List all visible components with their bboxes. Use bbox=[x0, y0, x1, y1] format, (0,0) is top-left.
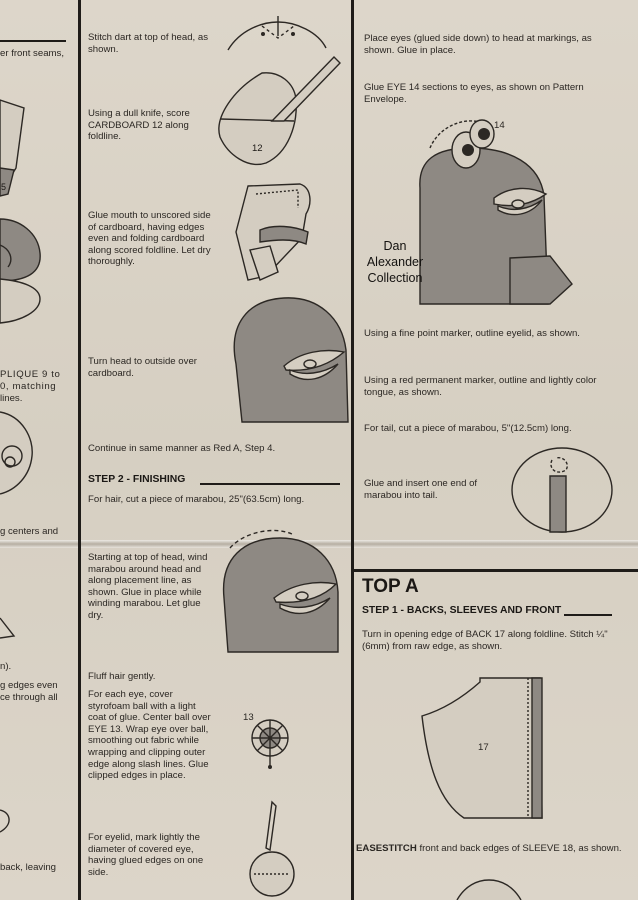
step1-rule bbox=[564, 614, 612, 616]
continue-text: Continue in same manner as Red A, Step 4. bbox=[88, 443, 276, 454]
tail-figure bbox=[508, 446, 618, 538]
left-figure-3 bbox=[0, 410, 40, 500]
red-marker-text: Using a red permanent marker, outline and lightly color tongue, as shown. bbox=[364, 375, 597, 398]
left-figure-2 bbox=[0, 215, 46, 335]
top-a-heading: TOP A bbox=[362, 576, 419, 597]
left-text-3: 0, matching bbox=[0, 381, 57, 392]
step1-heading: STEP 1 - BACKS, SLEEVES AND FRONT bbox=[362, 605, 562, 616]
fluff-text: Fluff hair gently. bbox=[88, 671, 156, 682]
turn-head-text: Turn head to outside over cardboard. bbox=[88, 356, 197, 379]
eye-text: For each eye, cover styrofoam ball with a light coat of glue. Center ball over EYE 13. Wrap eye over ball, smoothing out fabric while wrapping and clipping outer edge along slash lines. Glue clipped edges in place. bbox=[88, 689, 211, 782]
eye-13-label: 13 bbox=[243, 712, 254, 723]
watermark-line-1: Dan Alexander bbox=[366, 239, 424, 269]
column-divider-right bbox=[351, 0, 354, 900]
left-figure-mark: 5 bbox=[1, 182, 7, 192]
left-text-5: g centers and bbox=[0, 526, 59, 537]
easestitch-text bbox=[356, 843, 626, 855]
eye-14-label: 14 bbox=[494, 120, 505, 131]
left-figure-4 bbox=[0, 616, 20, 646]
left-figure-1 bbox=[0, 98, 30, 218]
hair-winding-figure bbox=[214, 528, 344, 658]
step2-rule bbox=[200, 483, 340, 485]
left-text-2: PLIQUE 9 to bbox=[0, 369, 61, 380]
back-17-label: 17 bbox=[478, 742, 489, 753]
dart-figure bbox=[222, 12, 332, 52]
easestitch-rest: front and back edges of SLEEVE 18, as shown. bbox=[416, 843, 622, 854]
glue-tail-text: Glue and insert one end of marabou into tail. bbox=[364, 478, 478, 501]
watermark-line-2: Collection bbox=[367, 271, 423, 285]
mouth-cardboard-figure bbox=[230, 180, 340, 290]
wind-marabou-text: Starting at top of head, wind marabou around head and along placement line, as shown. Glue in place while winding marabou. Let glue dry. bbox=[88, 552, 208, 621]
left-figure-5 bbox=[0, 808, 20, 838]
column-divider-left bbox=[78, 0, 81, 900]
left-text-1: er front seams, bbox=[0, 48, 64, 59]
left-step-rule bbox=[0, 40, 66, 42]
left-text-6: n). bbox=[0, 661, 12, 672]
hair-text: For hair, cut a piece of marabou, 25"(63.5cm) long. bbox=[88, 494, 305, 505]
cardboard-12-label: 12 bbox=[252, 143, 263, 154]
glue-mouth-text: Glue mouth to unscored side of cardboard, having edges even and folding cardboard along scored foldline. Let dry thoroughly. bbox=[88, 210, 211, 268]
turn-opening-text: Turn in opening edge of BACK 17 along foldline. Stitch ¼"(6mm) from raw edge, as shown. bbox=[362, 629, 608, 652]
step2-heading: STEP 2 - FINISHING bbox=[88, 474, 186, 485]
left-text-4: lines. bbox=[0, 393, 23, 404]
turned-head-figure bbox=[214, 294, 354, 429]
tail-text: For tail, cut a piece of marabou, 5"(12.5cm) long. bbox=[364, 423, 572, 434]
left-text-8: ce through all bbox=[0, 692, 58, 703]
section-divider-top-a bbox=[351, 569, 638, 572]
collection-watermark bbox=[358, 238, 432, 286]
stitch-dart-text: Stitch dart at top of head, as shown. bbox=[88, 32, 208, 55]
score-text: Using a dull knife, score CARDBOARD 12 along foldline. bbox=[88, 108, 190, 143]
eyelid-text: For eyelid, mark lightly the diameter of covered eye, having glued edges on one side. bbox=[88, 832, 204, 878]
sleeve-18-figure bbox=[455, 876, 525, 900]
outline-eyelid-text: Using a fine point marker, outline eyelid, as shown. bbox=[364, 328, 580, 339]
easestitch-bold: EASESTITCH bbox=[356, 843, 417, 854]
place-eyes-text: Place eyes (glued side down) to head at markings, as shown. Glue in place. bbox=[364, 33, 592, 56]
glue-eye-text: Glue EYE 14 sections to eyes, as shown on Pattern Envelope. bbox=[364, 82, 584, 105]
eyelid-marking-figure bbox=[236, 800, 306, 900]
left-text-7: g edges even bbox=[0, 680, 58, 691]
left-text-9: back, leaving bbox=[0, 862, 56, 873]
cardboard-figure bbox=[214, 55, 344, 175]
back-17-figure bbox=[420, 672, 610, 822]
